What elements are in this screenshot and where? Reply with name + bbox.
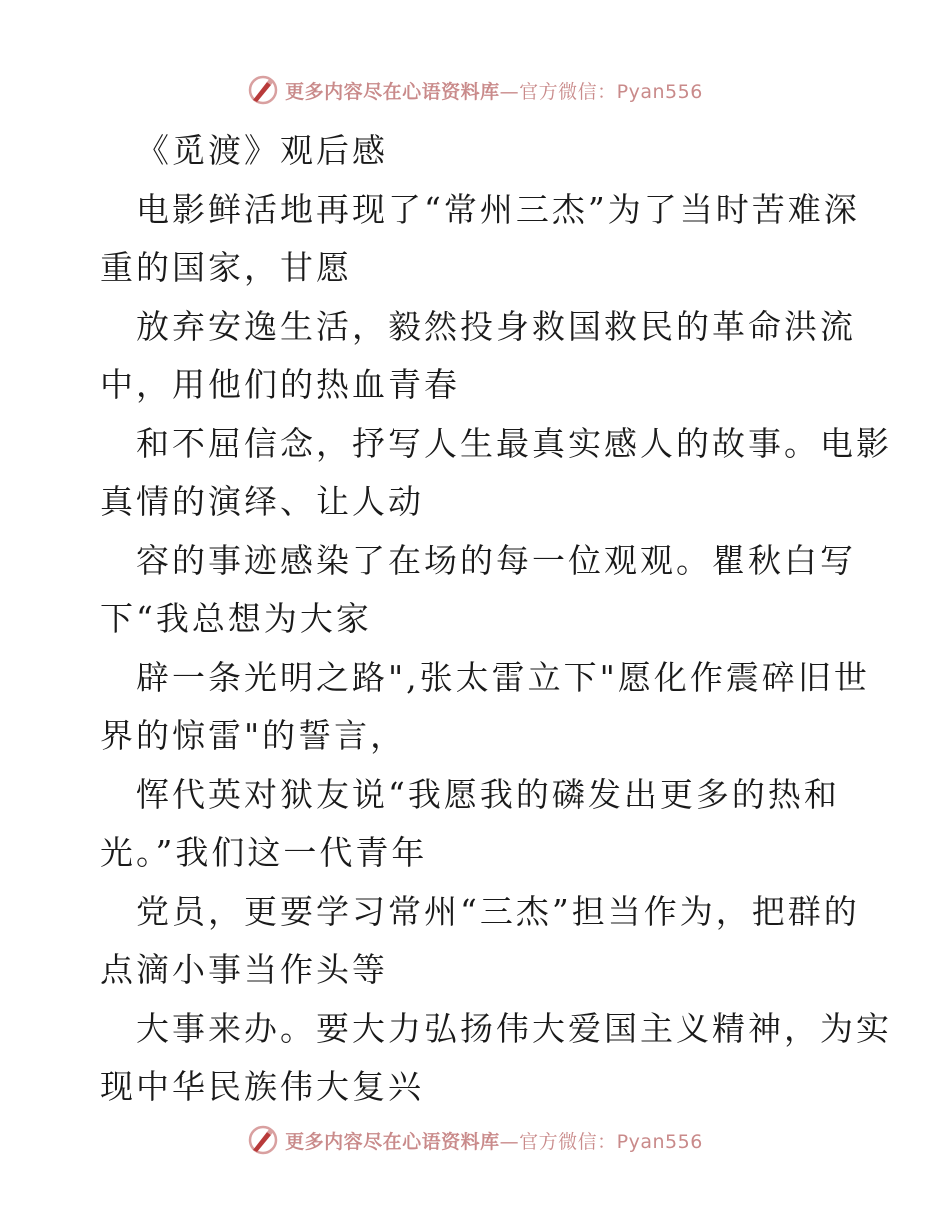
body-line: 党员，更要学习常州“三杰”担当作为，把群的 [136, 891, 860, 931]
watermark-text [285, 1127, 703, 1154]
body-line: 光。”我们这一代青年 [100, 833, 428, 872]
body-line: 大事来办。要大力弘扬伟大爱国主义精神，为实 [136, 1008, 892, 1048]
body-line: 辟一条光明之路",张太雷立下"愿化作震碎旧世 [136, 657, 870, 697]
watermark-brand: 更多内容尽在心语资料库 [285, 1130, 500, 1153]
watermark-text [285, 77, 703, 104]
body-line: 真情的演绎、让人动 [100, 482, 424, 521]
document-body [100, 122, 892, 1117]
body-line: 和不屈信念，抒写人生最真实感人的故事。电影 [136, 423, 892, 463]
body-line: 容的事迹感染了在场的每一位观观。瞿秋白写 [136, 540, 856, 580]
header-watermark [0, 70, 950, 110]
watermark-brand: 更多内容尽在心语资料库 [285, 80, 500, 103]
pen-logo-icon [247, 74, 279, 106]
body-line: 点滴小事当作头等 [100, 950, 388, 989]
body-line: 恽代英对狱友说“我愿我的磷发出更多的热和 [136, 774, 840, 814]
footer-watermark [0, 1120, 950, 1160]
body-line: 重的国家，甘愿 [100, 248, 352, 287]
body-line: 电影鲜活地再现了“常州三杰”为了当时苦难深 [136, 189, 860, 229]
watermark-suffix: —官方微信：Pyan556 [499, 1130, 703, 1153]
pen-logo-icon [247, 1124, 279, 1156]
body-line: 中，用他们的热血青春 [100, 365, 460, 404]
body-line: 界的惊雷"的誓言， [100, 716, 407, 755]
body-line: 放弃安逸生活，毅然投身救国救民的革命洪流 [136, 306, 856, 346]
body-line: 下“我总想为大家 [100, 599, 372, 638]
document-title: 《觅渡》观后感 [136, 131, 388, 170]
watermark-suffix: —官方微信：Pyan556 [499, 80, 703, 103]
body-line: 现中华民族伟大复兴 [100, 1067, 424, 1106]
